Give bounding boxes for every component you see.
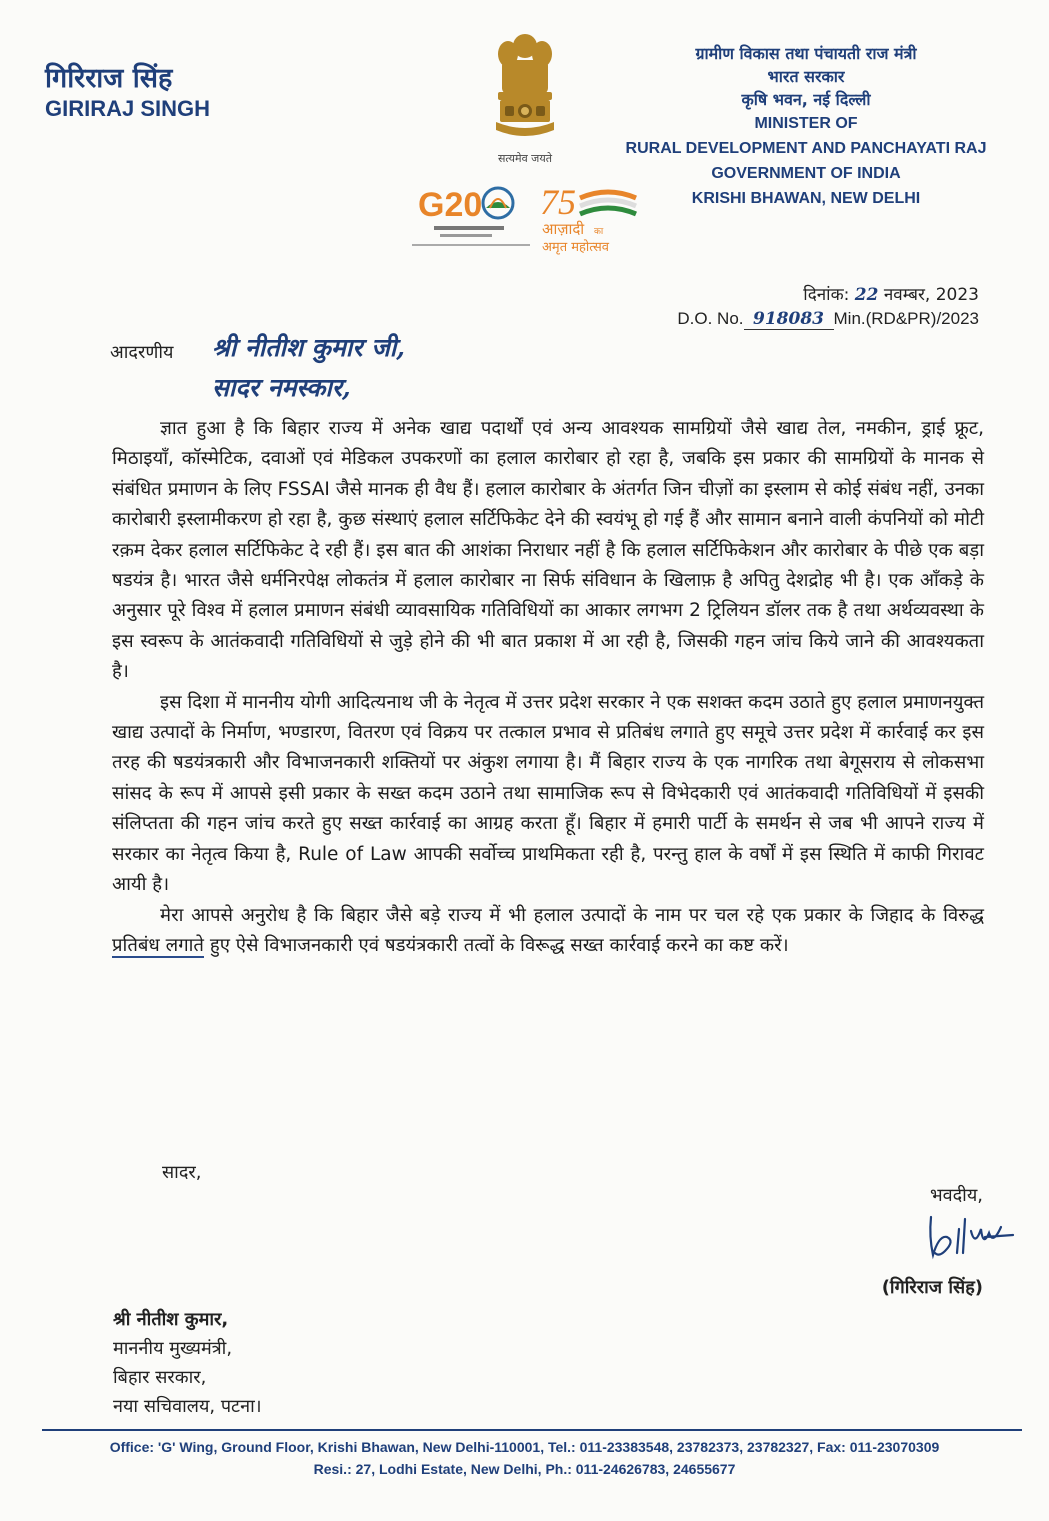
date-rest: नवम्बर, 2023 bbox=[883, 285, 979, 305]
footer-contact bbox=[20, 1436, 1029, 1480]
letter-body bbox=[112, 414, 984, 961]
designation-en-line3: GOVERNMENT OF INDIA bbox=[711, 165, 901, 182]
designation-hi-line3: कृषि भवन, नई दिल्ली bbox=[741, 90, 871, 109]
body-paragraph-3-underlined: प्रतिबंध लगाते bbox=[112, 934, 204, 956]
designation-en-line2: RURAL DEVELOPMENT AND PANCHAYATI RAJ bbox=[625, 140, 987, 157]
designation-hi-line1: ग्रामीण विकास तथा पंचायती राज मंत्री bbox=[695, 44, 917, 63]
svg-text:75: 75 bbox=[540, 182, 576, 222]
handwritten-signature bbox=[925, 1207, 1020, 1262]
body-paragraph-2: इस दिशा में माननीय योगी आदित्यनाथ जी के नेतृत्व में उत्तर प्रदेश सरकार ने एक सशक्त कदम उठाते हुए हलाल प्रमाणनयुक्त खाद्य उत्पादों के निर्माण, भण्डारण, वितरण एवं विक्रय पर तत्काल प्रभाव से प्रतिबंध लगाते हुए समूचे उत्तर प्रदेश में कार्रवाई कर इस तरह की षडयंत्रकारी और विभाजनकारी शक्तियों पर अंकुश लगाया है। मैं बिहार राज्य के एक नागरिक तथा बेगूसराय से लोकसभा सांसद के रूप में आपसे इसी प्रकार के सख्त कदम उठाने तथा सामाजिक रूप से विभेदकारी एवं आतंकवादी गतिविधियों में इसकी संलिप्तता की गहन जांच करते हुए सख्त कार्रवाई का आग्रह करता हूँ। बिहार में हमारी पार्टी के समर्थन से जब भी आपने राज्य में सरकार का नेतृत्व किया है, Rule of Law आपकी सर्वोच्च प्राथमिकता रही है, परन्तु हाल के वर्षों में इस स्थिति में काफी गिरावट आयी है। bbox=[112, 691, 984, 896]
signer-name: (गिरिराज सिंह) bbox=[881, 1277, 983, 1298]
do-prefix: D.O. No. bbox=[677, 309, 744, 328]
closing-saadar: सादर, bbox=[162, 1162, 202, 1183]
salutation-label: आदरणीय bbox=[110, 342, 174, 363]
greeting-handwritten: सादर नमस्कार, bbox=[212, 373, 351, 402]
do-suffix: Min.(RD&PR)/2023 bbox=[833, 309, 979, 328]
body-paragraph-3-part-b: हुए ऐसे विभाजनकारी एवं षडयंत्रकारी तत्वों के विरूद्ध सख्त कार्रवाई करने का कष्ट करें। bbox=[203, 934, 789, 956]
azadi-text: आज़ादी bbox=[542, 220, 585, 238]
g20-logo-text: G20 bbox=[418, 186, 483, 224]
amrit-mahotsav-text: अमृत महोत्सव bbox=[542, 240, 610, 255]
ashoka-emblem-icon bbox=[488, 30, 562, 150]
body-paragraph-3 bbox=[112, 901, 984, 962]
closing-bhavdiy: भवदीय, bbox=[929, 1185, 983, 1206]
recipient-line-1: माननीय मुख्यमंत्री, bbox=[113, 1338, 233, 1359]
footer-divider bbox=[42, 1429, 1022, 1431]
date-day-handwritten: 22 bbox=[854, 285, 879, 305]
g20-logo bbox=[410, 178, 540, 258]
designation-en-line4: KRISHI BHAWAN, NEW DELHI bbox=[691, 190, 921, 207]
recipient-address bbox=[113, 1305, 262, 1421]
body-paragraph-1: ज्ञात हुआ है कि बिहार राज्य में अनेक खाद्य पदार्थों एवं अन्य आवश्यक सामग्रियों जैसे खाद्य तेल, नमकीन, ड्राई फ्रूट, मिठाइयॉं, कॉस्मेटिक, दवाओं एवं मेडिकल उपकरणों का हलाल कारोबार हो रहा है, जबकि इस प्रकार की सामग्रियों के मानक से संबंधित प्रमाणन के लिए FSSAI जैसे मानक ही वैध हैं। हलाल कारोबार के अंतर्गत जिन चीज़ों का इस्लाम से कोई संबंध नहीं, उनका कारोबारी इस्लामीकरण हो रहा है, कुछ संस्थाएं हलाल सर्टिफिकेट देने की स्वयंभू हो गई हैं और सामान बनाने वाली कंपनियों को मोटी रक़म देकर हलाल सर्टिफिकेट दे रही हैं। इस बात की आशंका निराधार नहीं है कि हलाल सर्टिफिकेशन और कारोबार के पीछे एक बड़ा षडयंत्र है। भारत जैसे धर्मनिरपेक्ष लोकतंत्र में हलाल कारोबार ना सिर्फ संविधान के खिलाफ़ है अपितु देशद्रोह भी है। एक ऑंकड़े के अनुसार पूरे विश्व में हलाल प्रमाणन संबंधी व्यावसायिक गतिविधियों का आकार लगभग 2 ट्रिलियन डॉलर तक है तथा अर्थव्यवस्था के इस स्वरूप के आतंकवादी गतिविधियों से जुड़े होने की भी बात प्रकाश में आ रही है, जिसकी गहन जांच किये जाने की आवश्यकता है। bbox=[112, 418, 984, 683]
designation-en-line1: MINISTER OF bbox=[754, 115, 858, 132]
body-paragraph-3-part-a: मेरा आपसे अनुरोध है कि बिहार जैसे बड़े राज्य में भी हलाल उत्पादों के नाम पर चल रहे एक प्रकार के जिहाद के विरुद्ध bbox=[160, 904, 984, 926]
date-label: दिनांक: bbox=[803, 285, 850, 305]
recipient-line-2: बिहार सरकार, bbox=[113, 1367, 207, 1388]
emblem-motto: सत्यमेव जयते bbox=[497, 152, 552, 165]
sender-name-english: GIRIRAJ SINGH bbox=[45, 96, 211, 121]
recipient-line-3: नया सचिवालय, पटना। bbox=[113, 1396, 262, 1417]
letter-date bbox=[803, 282, 979, 305]
do-number-handwritten: 918083 bbox=[744, 309, 834, 330]
addressee-handwritten: श्री नीतीश कुमार जी, bbox=[212, 333, 405, 362]
do-number-line bbox=[677, 309, 979, 330]
recipient-name: श्री नीतीश कुमार, bbox=[113, 1309, 229, 1330]
azadi-ka-text: का bbox=[594, 227, 604, 237]
footer-residence: Resi.: 27, Lodhi Estate, New Delhi, Ph.: 011-24626783, 24655677 bbox=[313, 1461, 736, 1477]
minister-designation bbox=[611, 42, 1001, 211]
designation-hi-line2: भारत सरकार bbox=[767, 67, 845, 86]
sender-name-hindi: गिरिराज सिंह bbox=[45, 63, 173, 94]
footer-office: Office: 'G' Wing, Ground Floor, Krishi Bhawan, New Delhi-110001, Tel.: 011-23383548, 23782373, 23782327, Fax: 011-23070309 bbox=[109, 1439, 940, 1455]
